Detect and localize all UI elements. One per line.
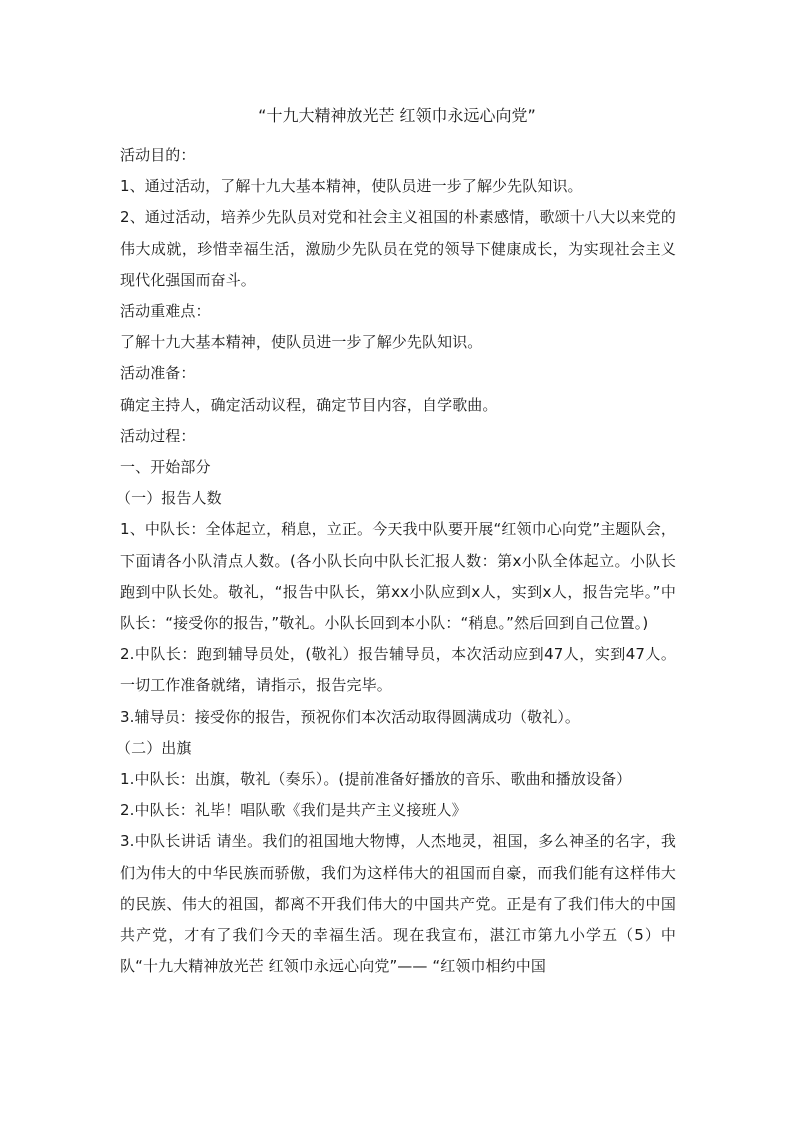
section-heading-process: 活动过程：: [120, 426, 196, 445]
paragraph: 2.中队长：跑到辅导员处，(敬礼）报告辅导员，本次活动应到47人，实到47人。一切工作准备就绪，请指示，报告完毕。: [120, 645, 676, 695]
subsection-heading-flag: （二）出旗: [116, 738, 192, 757]
paragraph: 2、通过活动，培养少先队员对党和社会主义祖国的朴素感情，歌颂十八大以来党的伟大成就，珍惜幸福生活，激励少先队员在党的领导下健康成长，为实现社会主义现代化强国而奋斗。: [120, 208, 676, 289]
section-heading-key-points: 活动重难点：: [120, 302, 211, 321]
section-heading-preparation: 活动准备：: [120, 364, 196, 383]
paragraph: 3.辅导员：接受你的报告，预祝你们本次活动取得圆满成功（敬礼）。: [120, 707, 581, 726]
paragraph: 确定主持人，确定活动议程，确定节目内容，自学歌曲。: [120, 395, 498, 414]
document-title: “十九大精神放光芒 红领巾永远心向党”: [258, 106, 536, 125]
section-heading-purpose: 活动目的：: [120, 146, 196, 164]
document-body: [116, 140, 676, 982]
paragraph: 1、中队长：全体起立，稍息，立正。今天我中队要开展“红领巾心向党”主题队会，下面请各小队清点人数。(各小队长向中队长汇报人数：第x小队全体起立。小队长跑到中队长处。敬礼，“报告中队长，第xx小队应到x人，实到x人，报告完毕。”中队长：“接受你的报告，”敬礼。小队长回到本小队：“稍息。”然后回到自己位置。): [120, 520, 676, 633]
subsection-heading-opening: 一、开始部分: [120, 458, 211, 477]
paragraph: 了解十九大基本精神，使队员进一步了解少先队知识。: [120, 333, 483, 352]
paragraph: 1、通过活动，了解十九大基本精神，使队员进一步了解少先队知识。: [120, 177, 583, 196]
paragraph: 3.中队长讲话 请坐。我们的祖国地大物博，人杰地灵，祖国，多么神圣的名字，我们为伟大的中华民族而骄傲，我们为这样伟大的祖国而自豪，而我们能有这样伟大的民族、伟大的祖国，都离不开我们伟大的中国共产党。正是有了我们伟大的中国共产党，才有了我们今天的幸福生活。现在我宣布，湛江市第九小学五（5）中队“十九大精神放光芒 红领巾永远心向党”—— “红领巾相约中国: [120, 832, 676, 976]
paragraph: 1.中队长：出旗，敬礼（奏乐）。(提前准备好播放的音乐、歌曲和播放设备）: [120, 770, 632, 789]
subsection-heading-roll-call: （一）报告人数: [116, 489, 222, 508]
paragraph: 2.中队长：礼毕！唱队歌《我们是共产主义接班人》: [120, 801, 467, 820]
